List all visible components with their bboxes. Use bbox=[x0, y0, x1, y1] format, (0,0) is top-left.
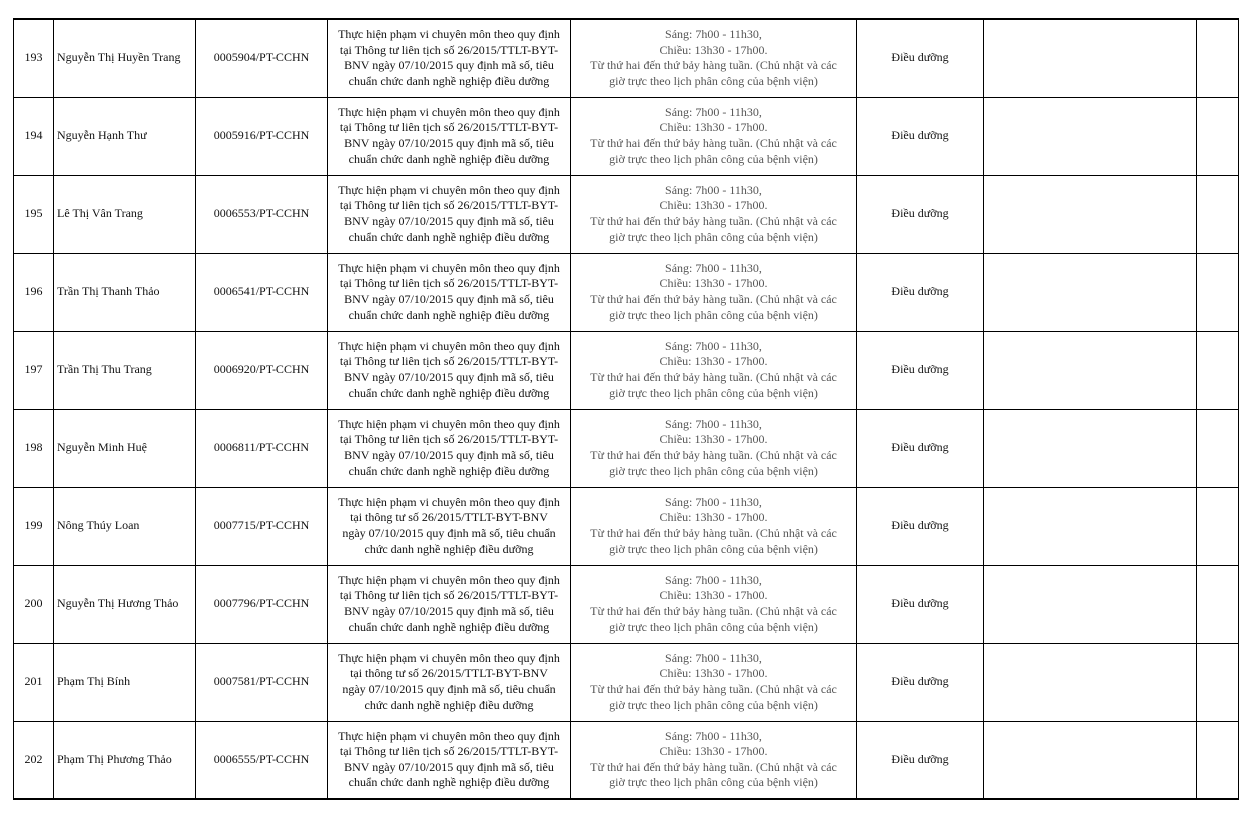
practice-scope-cell-line: BNV ngày 07/10/2015 quy định mã số, tiêu bbox=[344, 370, 554, 384]
practice-scope-cell-line: chuẩn chức danh nghề nghiệp điều dưỡng bbox=[348, 463, 550, 478]
working-hours-cell-line: Chiều: 13h30 - 17h00. bbox=[659, 354, 768, 369]
practice-scope-cell bbox=[328, 97, 571, 175]
working-hours-cell bbox=[571, 331, 857, 409]
practice-scope-cell-line: Thực hiện phạm vi chuyên môn theo quy định bbox=[338, 27, 560, 42]
working-hours-cell-line: giờ trực theo lịch phân công của bệnh viện) bbox=[609, 73, 818, 88]
row-number-cell: 198 bbox=[14, 409, 54, 487]
working-hours-cell-line: giờ trực theo lịch phân công của bệnh viện) bbox=[609, 619, 818, 634]
practice-scope-cell-line: Thực hiện phạm vi chuyên môn theo quy định bbox=[338, 494, 560, 509]
working-hours-cell-line: Từ thứ hai đến thứ bảy hàng tuần. (Chủ nhật và các bbox=[590, 526, 837, 540]
staff-roster-table bbox=[13, 18, 1239, 800]
working-hours-cell-line: giờ trực theo lịch phân công của bệnh viện) bbox=[609, 463, 818, 478]
staff-name-cell: Nguyễn Hạnh Thư bbox=[54, 97, 196, 175]
table-row bbox=[14, 175, 1239, 253]
notes-cell-2 bbox=[1197, 721, 1239, 799]
practice-scope-cell-line: ngày 07/10/2015 quy định mã số, tiêu chuẩn bbox=[342, 526, 556, 540]
notes-cell bbox=[984, 253, 1197, 331]
working-hours-cell bbox=[571, 409, 857, 487]
working-hours-cell-line: Chiều: 13h30 - 17h00. bbox=[659, 588, 768, 603]
practice-scope-cell-line: BNV ngày 07/10/2015 quy định mã số, tiêu bbox=[344, 58, 554, 73]
job-title-cell: Điều dưỡng bbox=[857, 175, 984, 253]
working-hours-cell-line: Chiều: 13h30 - 17h00. bbox=[659, 120, 768, 135]
job-title-cell: Điều dưỡng bbox=[857, 253, 984, 331]
practice-scope-cell-line: chuẩn chức danh nghề nghiệp điều dưỡng bbox=[348, 73, 550, 88]
working-hours-cell-line: Từ thứ hai đến thứ bảy hàng tuần. (Chủ nhật và các bbox=[590, 58, 837, 73]
working-hours-cell-line: Chiều: 13h30 - 17h00. bbox=[659, 198, 768, 213]
staff-name-cell: Phạm Thị Phương Thảo bbox=[54, 721, 196, 799]
working-hours-cell-line: Từ thứ hai đến thứ bảy hàng tuần. (Chủ nhật và các bbox=[590, 682, 837, 696]
staff-name-cell: Lê Thị Vân Trang bbox=[54, 175, 196, 253]
certificate-number-cell: 0007715/PT-CCHN bbox=[196, 487, 328, 565]
certificate-number-cell: 0005904/PT-CCHN bbox=[196, 19, 328, 97]
practice-scope-cell-line: Thực hiện phạm vi chuyên môn theo quy định bbox=[338, 650, 560, 665]
row-number-cell: 194 bbox=[14, 97, 54, 175]
table-row bbox=[14, 253, 1239, 331]
working-hours-cell-line: Sáng: 7h00 - 11h30, bbox=[665, 650, 762, 665]
certificate-number-cell: 0006920/PT-CCHN bbox=[196, 331, 328, 409]
practice-scope-cell-line: tại Thông tư liên tịch số 26/2015/TTLT-BYT- bbox=[339, 588, 559, 603]
working-hours-cell-line: Sáng: 7h00 - 11h30, bbox=[665, 260, 762, 275]
notes-cell-2 bbox=[1197, 409, 1239, 487]
working-hours-cell-line: giờ trực theo lịch phân công của bệnh viện) bbox=[609, 775, 818, 790]
notes-cell-2 bbox=[1197, 331, 1239, 409]
row-number-cell: 197 bbox=[14, 331, 54, 409]
practice-scope-cell-line: tại Thông tư liên tịch số 26/2015/TTLT-BYT- bbox=[339, 354, 559, 369]
working-hours-cell-line: Từ thứ hai đến thứ bảy hàng tuần. (Chủ nhật và các bbox=[590, 136, 837, 150]
working-hours-cell-line: Sáng: 7h00 - 11h30, bbox=[665, 27, 762, 42]
table-row bbox=[14, 721, 1239, 799]
practice-scope-cell bbox=[328, 409, 571, 487]
working-hours-cell bbox=[571, 19, 857, 97]
practice-scope-cell-line: BNV ngày 07/10/2015 quy định mã số, tiêu bbox=[344, 292, 554, 306]
notes-cell bbox=[984, 175, 1197, 253]
working-hours-cell bbox=[571, 565, 857, 643]
practice-scope-cell-line: BNV ngày 07/10/2015 quy định mã số, tiêu bbox=[344, 136, 554, 150]
certificate-number-cell: 0006553/PT-CCHN bbox=[196, 175, 328, 253]
notes-cell bbox=[984, 97, 1197, 175]
practice-scope-cell-line: chuẩn chức danh nghề nghiệp điều dưỡng bbox=[348, 229, 550, 244]
table-row bbox=[14, 97, 1239, 175]
practice-scope-cell-line: chuẩn chức danh nghề nghiệp điều dưỡng bbox=[348, 619, 550, 634]
job-title-cell: Điều dưỡng bbox=[857, 331, 984, 409]
working-hours-cell bbox=[571, 487, 857, 565]
notes-cell-2 bbox=[1197, 97, 1239, 175]
job-title-cell: Điều dưỡng bbox=[857, 721, 984, 799]
certificate-number-cell: 0006555/PT-CCHN bbox=[196, 721, 328, 799]
working-hours-cell-line: Sáng: 7h00 - 11h30, bbox=[665, 104, 762, 119]
notes-cell-2 bbox=[1197, 487, 1239, 565]
certificate-number-cell: 0007796/PT-CCHN bbox=[196, 565, 328, 643]
row-number-cell: 193 bbox=[14, 19, 54, 97]
practice-scope-cell-line: tại Thông tư liên tịch số 26/2015/TTLT-BYT- bbox=[339, 42, 559, 57]
practice-scope-cell-line: chức danh nghề nghiệp điều dưỡng bbox=[364, 697, 534, 712]
working-hours-cell-line: Từ thứ hai đến thứ bảy hàng tuần. (Chủ nhật và các bbox=[590, 759, 837, 774]
working-hours-cell-line: Sáng: 7h00 - 11h30, bbox=[665, 728, 762, 743]
working-hours-cell bbox=[571, 643, 857, 721]
working-hours-cell-line: Chiều: 13h30 - 17h00. bbox=[659, 744, 768, 759]
practice-scope-cell bbox=[328, 487, 571, 565]
practice-scope-cell-line: BNV ngày 07/10/2015 quy định mã số, tiêu bbox=[344, 448, 554, 462]
notes-cell bbox=[984, 721, 1197, 799]
table-row bbox=[14, 19, 1239, 97]
practice-scope-cell-line: chuẩn chức danh nghề nghiệp điều dưỡng bbox=[348, 151, 550, 166]
practice-scope-cell-line: Thực hiện phạm vi chuyên môn theo quy định bbox=[338, 416, 560, 431]
job-title-cell: Điều dưỡng bbox=[857, 409, 984, 487]
notes-cell-2 bbox=[1197, 175, 1239, 253]
working-hours-cell-line: giờ trực theo lịch phân công của bệnh viện) bbox=[609, 229, 818, 244]
job-title-cell: Điều dưỡng bbox=[857, 643, 984, 721]
practice-scope-cell-line: tại Thông tư liên tịch số 26/2015/TTLT-BYT- bbox=[339, 276, 559, 291]
staff-roster-body bbox=[14, 19, 1239, 799]
working-hours-cell-line: Chiều: 13h30 - 17h00. bbox=[659, 42, 768, 57]
practice-scope-cell-line: tại Thông tư liên tịch số 26/2015/TTLT-BYT- bbox=[339, 198, 559, 213]
working-hours-cell bbox=[571, 97, 857, 175]
certificate-number-cell: 0005916/PT-CCHN bbox=[196, 97, 328, 175]
working-hours-cell-line: Từ thứ hai đến thứ bảy hàng tuần. (Chủ nhật và các bbox=[590, 448, 837, 462]
working-hours-cell-line: giờ trực theo lịch phân công của bệnh viện) bbox=[609, 151, 818, 166]
notes-cell bbox=[984, 487, 1197, 565]
practice-scope-cell-line: tại thông tư số 26/2015/TTLT-BYT-BNV bbox=[350, 666, 548, 681]
practice-scope-cell-line: Thực hiện phạm vi chuyên môn theo quy định bbox=[338, 104, 560, 119]
table-row bbox=[14, 331, 1239, 409]
staff-name-cell: Nguyễn Thị Hương Thảo bbox=[54, 565, 196, 643]
working-hours-cell-line: Từ thứ hai đến thứ bảy hàng tuần. (Chủ nhật và các bbox=[590, 370, 837, 384]
working-hours-cell bbox=[571, 721, 857, 799]
practice-scope-cell-line: Thực hiện phạm vi chuyên môn theo quy định bbox=[338, 182, 560, 197]
practice-scope-cell-line: tại Thông tư liên tịch số 26/2015/TTLT-BYT- bbox=[339, 744, 559, 759]
practice-scope-cell bbox=[328, 643, 571, 721]
job-title-cell: Điều dưỡng bbox=[857, 19, 984, 97]
working-hours-cell-line: Sáng: 7h00 - 11h30, bbox=[665, 182, 762, 197]
notes-cell bbox=[984, 565, 1197, 643]
table-row bbox=[14, 487, 1239, 565]
certificate-number-cell: 0006541/PT-CCHN bbox=[196, 253, 328, 331]
practice-scope-cell-line: chuẩn chức danh nghề nghiệp điều dưỡng bbox=[348, 307, 550, 322]
practice-scope-cell-line: Thực hiện phạm vi chuyên môn theo quy định bbox=[338, 572, 560, 587]
working-hours-cell-line: Chiều: 13h30 - 17h00. bbox=[659, 276, 768, 291]
practice-scope-cell-line: BNV ngày 07/10/2015 quy định mã số, tiêu bbox=[344, 604, 554, 618]
working-hours-cell-line: Từ thứ hai đến thứ bảy hàng tuần. (Chủ nhật và các bbox=[590, 292, 837, 306]
working-hours-cell-line: Sáng: 7h00 - 11h30, bbox=[665, 572, 762, 587]
working-hours-cell-line: giờ trực theo lịch phân công của bệnh viện) bbox=[609, 385, 818, 400]
practice-scope-cell-line: BNV ngày 07/10/2015 quy định mã số, tiêu bbox=[344, 759, 554, 774]
staff-name-cell: Nông Thúy Loan bbox=[54, 487, 196, 565]
table-row bbox=[14, 565, 1239, 643]
working-hours-cell-line: Sáng: 7h00 - 11h30, bbox=[665, 494, 762, 509]
practice-scope-cell bbox=[328, 565, 571, 643]
row-number-cell: 196 bbox=[14, 253, 54, 331]
notes-cell-2 bbox=[1197, 19, 1239, 97]
working-hours-cell-line: Chiều: 13h30 - 17h00. bbox=[659, 510, 768, 525]
practice-scope-cell bbox=[328, 721, 571, 799]
table-row bbox=[14, 409, 1239, 487]
table-row bbox=[14, 643, 1239, 721]
working-hours-cell-line: giờ trực theo lịch phân công của bệnh viện) bbox=[609, 307, 818, 322]
practice-scope-cell bbox=[328, 19, 571, 97]
staff-name-cell: Nguyễn Minh Huệ bbox=[54, 409, 196, 487]
notes-cell bbox=[984, 643, 1197, 721]
working-hours-cell bbox=[571, 175, 857, 253]
notes-cell-2 bbox=[1197, 253, 1239, 331]
practice-scope-cell-line: tại thông tư số 26/2015/TTLT-BYT-BNV bbox=[350, 510, 548, 525]
notes-cell bbox=[984, 19, 1197, 97]
working-hours-cell-line: Sáng: 7h00 - 11h30, bbox=[665, 338, 762, 353]
row-number-cell: 199 bbox=[14, 487, 54, 565]
practice-scope-cell-line: ngày 07/10/2015 quy định mã số, tiêu chuẩn bbox=[342, 682, 556, 696]
job-title-cell: Điều dưỡng bbox=[857, 565, 984, 643]
job-title-cell: Điều dưỡng bbox=[857, 97, 984, 175]
practice-scope-cell bbox=[328, 175, 571, 253]
practice-scope-cell bbox=[328, 253, 571, 331]
working-hours-cell-line: Chiều: 13h30 - 17h00. bbox=[659, 432, 768, 447]
working-hours-cell-line: Sáng: 7h00 - 11h30, bbox=[665, 416, 762, 431]
certificate-number-cell: 0006811/PT-CCHN bbox=[196, 409, 328, 487]
row-number-cell: 200 bbox=[14, 565, 54, 643]
staff-name-cell: Nguyễn Thị Huyền Trang bbox=[54, 19, 196, 97]
working-hours-cell bbox=[571, 253, 857, 331]
working-hours-cell-line: giờ trực theo lịch phân công của bệnh viện) bbox=[609, 697, 818, 712]
practice-scope-cell bbox=[328, 331, 571, 409]
working-hours-cell-line: Từ thứ hai đến thứ bảy hàng tuần. (Chủ nhật và các bbox=[590, 604, 837, 618]
practice-scope-cell-line: BNV ngày 07/10/2015 quy định mã số, tiêu bbox=[344, 214, 554, 228]
working-hours-cell-line: giờ trực theo lịch phân công của bệnh viện) bbox=[609, 541, 818, 556]
working-hours-cell-line: Chiều: 13h30 - 17h00. bbox=[659, 666, 768, 681]
row-number-cell: 202 bbox=[14, 721, 54, 799]
practice-scope-cell-line: chuẩn chức danh nghề nghiệp điều dưỡng bbox=[348, 385, 550, 400]
practice-scope-cell-line: chuẩn chức danh nghề nghiệp điều dưỡng bbox=[348, 775, 550, 790]
practice-scope-cell-line: Thực hiện phạm vi chuyên môn theo quy định bbox=[338, 728, 560, 743]
notes-cell bbox=[984, 409, 1197, 487]
practice-scope-cell-line: chức danh nghề nghiệp điều dưỡng bbox=[364, 541, 534, 556]
notes-cell bbox=[984, 331, 1197, 409]
job-title-cell: Điều dưỡng bbox=[857, 487, 984, 565]
practice-scope-cell-line: Thực hiện phạm vi chuyên môn theo quy định bbox=[338, 260, 560, 275]
notes-cell-2 bbox=[1197, 643, 1239, 721]
notes-cell-2 bbox=[1197, 565, 1239, 643]
working-hours-cell-line: Từ thứ hai đến thứ bảy hàng tuần. (Chủ nhật và các bbox=[590, 214, 837, 228]
certificate-number-cell: 0007581/PT-CCHN bbox=[196, 643, 328, 721]
staff-name-cell: Trần Thị Thu Trang bbox=[54, 331, 196, 409]
row-number-cell: 201 bbox=[14, 643, 54, 721]
practice-scope-cell-line: tại Thông tư liên tịch số 26/2015/TTLT-BYT- bbox=[339, 120, 559, 135]
practice-scope-cell-line: tại Thông tư liên tịch số 26/2015/TTLT-BYT- bbox=[339, 432, 559, 447]
row-number-cell: 195 bbox=[14, 175, 54, 253]
staff-name-cell: Trần Thị Thanh Thảo bbox=[54, 253, 196, 331]
staff-name-cell: Phạm Thị Bính bbox=[54, 643, 196, 721]
practice-scope-cell-line: Thực hiện phạm vi chuyên môn theo quy định bbox=[338, 338, 560, 353]
